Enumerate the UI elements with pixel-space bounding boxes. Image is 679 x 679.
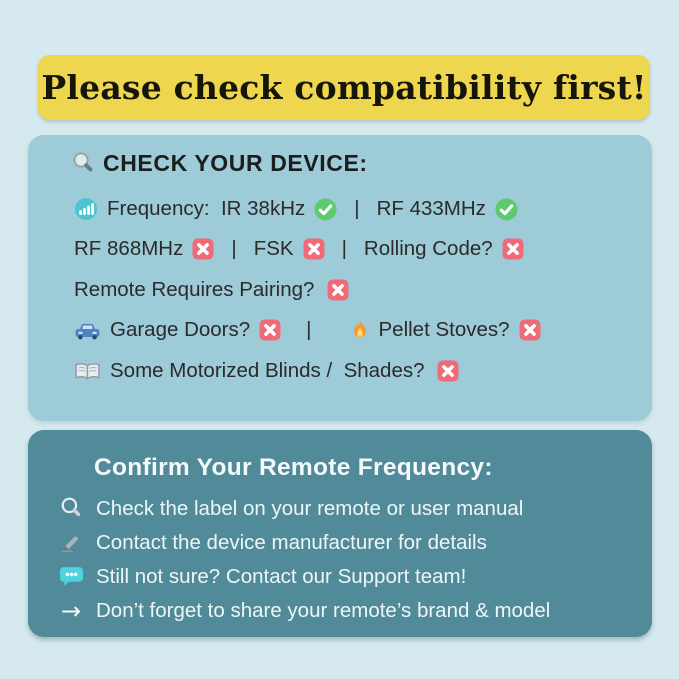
signal-bars-icon bbox=[74, 197, 98, 221]
banner-title: Please check compatibility first! bbox=[41, 68, 647, 107]
confirm-item-text: Check the label on your remote or user manual bbox=[96, 496, 524, 520]
cross-icon bbox=[502, 238, 524, 260]
cross-icon bbox=[192, 238, 214, 260]
pellet-stoves-label: Pellet Stoves? bbox=[378, 318, 510, 341]
check-device-title: CHECK YOUR DEVICE: bbox=[103, 149, 368, 176]
separator: | bbox=[354, 197, 360, 220]
car-icon bbox=[74, 321, 101, 340]
confirm-frequency-panel bbox=[28, 430, 652, 637]
cross-icon bbox=[437, 360, 459, 382]
row-unsupported-frequencies bbox=[74, 233, 640, 265]
magnifier-icon bbox=[54, 496, 88, 521]
magnifier-icon bbox=[70, 150, 96, 176]
confirm-item-text: Don’t forget to share your remote’s brand & model bbox=[96, 598, 551, 622]
confirm-item-check-label bbox=[54, 492, 642, 525]
garage-doors-label: Garage Doors? bbox=[110, 318, 251, 341]
check-circle-icon bbox=[314, 198, 337, 221]
writing-hand-icon bbox=[54, 532, 88, 553]
open-book-icon bbox=[74, 362, 101, 381]
cross-icon bbox=[259, 319, 281, 341]
rf868-label: RF 868MHz bbox=[74, 237, 184, 260]
confirm-item-text: Contact the device manufacturer for details bbox=[96, 530, 487, 554]
fire-icon bbox=[351, 319, 369, 341]
cross-icon bbox=[303, 238, 325, 260]
frequency-label: Frequency: IR 38kHz bbox=[107, 197, 306, 220]
separator: | bbox=[341, 237, 347, 260]
cross-icon bbox=[327, 279, 349, 301]
check-device-panel bbox=[28, 135, 652, 421]
row-frequency bbox=[74, 193, 640, 225]
separator: | bbox=[231, 237, 237, 260]
confirm-panel-title: Confirm Your Remote Frequency: bbox=[94, 454, 493, 481]
rf433-label: RF 433MHz bbox=[376, 197, 486, 220]
arrow-right-icon: → bbox=[60, 596, 82, 625]
rolling-code-label: Rolling Code? bbox=[363, 237, 493, 260]
confirm-item-contact-manufacturer bbox=[54, 526, 642, 559]
blinds-label: Some Motorized Blinds / Shades? bbox=[110, 359, 425, 382]
confirm-item-support bbox=[54, 560, 642, 593]
fsk-label: FSK bbox=[253, 237, 294, 260]
pairing-label: Remote Requires Pairing? bbox=[74, 278, 315, 301]
separator: | bbox=[306, 318, 312, 341]
cross-icon bbox=[519, 319, 541, 341]
row-blinds bbox=[74, 355, 640, 387]
compatibility-banner bbox=[38, 55, 650, 120]
check-device-header bbox=[70, 147, 368, 179]
row-pairing bbox=[74, 274, 640, 306]
check-circle-icon bbox=[495, 198, 518, 221]
row-garage-pellet bbox=[74, 314, 640, 346]
chat-bubble-icon bbox=[54, 566, 88, 587]
confirm-item-text: Still not sure? Contact our Support team! bbox=[96, 564, 467, 588]
confirm-item-share-model bbox=[54, 594, 642, 627]
